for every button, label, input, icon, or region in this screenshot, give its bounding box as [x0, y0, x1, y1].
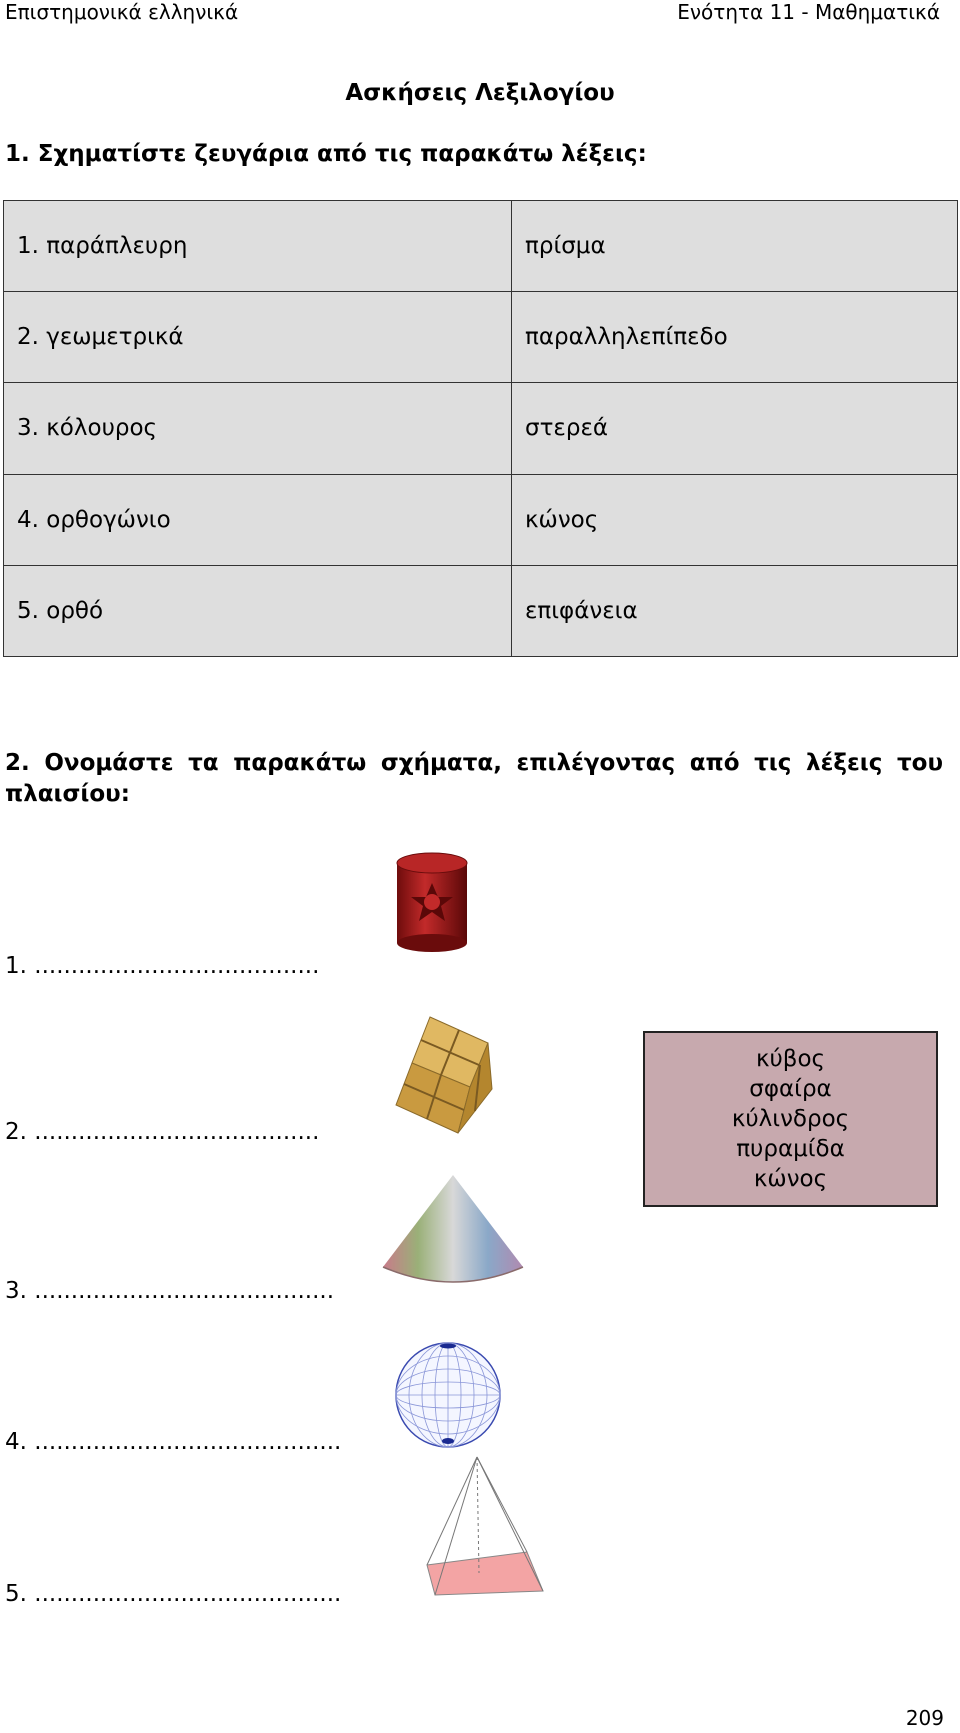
word-box-item: κύβος — [755, 1046, 826, 1072]
word-box — [643, 1031, 938, 1207]
header-right: Ενότητα 11 - Μαθηματικά — [677, 0, 940, 24]
table-cell-right: επιφάνεια — [512, 565, 958, 656]
table-cell-right: παραλληλεπίπεδο — [512, 292, 958, 383]
answer-blank-5[interactable]: 5. .......................................... — [5, 1581, 342, 1607]
table-cell-right: κώνος — [512, 474, 958, 565]
answer-blank-1[interactable]: 1. ....................................... — [5, 953, 320, 979]
table-row — [4, 565, 958, 656]
word-box-item: σφαίρα — [749, 1076, 832, 1102]
cube-image — [370, 1005, 505, 1140]
cylinder-image — [357, 835, 513, 971]
word-box-item: πυραμίδα — [736, 1136, 845, 1162]
table-cell-left: 4. ορθογώνιο — [4, 474, 512, 565]
sphere-image — [393, 1340, 503, 1450]
cone-image — [383, 1175, 528, 1300]
table-cell-left: 3. κόλουρος — [4, 383, 512, 474]
header-left: Επιστημονικά ελληνικά — [5, 0, 239, 24]
answer-blank-4[interactable]: 4. .......................................... — [5, 1429, 342, 1455]
table-cell-left: 1. παράπλευρη — [4, 201, 512, 292]
pyramid-image — [415, 1455, 545, 1595]
table-row — [4, 474, 958, 565]
table-cell-right: πρίσμα — [512, 201, 958, 292]
pairs-table — [3, 200, 958, 657]
table-cell-right: στερεά — [512, 383, 958, 474]
page-title: Ασκήσεις Λεξιλογίου — [345, 80, 615, 106]
table-row — [4, 383, 958, 474]
table-cell-left: 2. γεωμετρικά — [4, 292, 512, 383]
word-box-item: κύλινδρος — [731, 1106, 850, 1132]
table-cell-left: 5. ορθό — [4, 565, 512, 656]
exercise2-instruction: 2. Ονομάστε τα παρακάτω σχήματα, επιλέγοντας από τις λέξεις του πλαισίου: — [5, 750, 943, 807]
answer-blank-2[interactable]: 2. ....................................... — [5, 1119, 320, 1145]
table-row — [4, 292, 958, 383]
answer-blank-3[interactable]: 3. ......................................... — [5, 1278, 335, 1304]
word-box-item: κώνος — [753, 1166, 828, 1192]
table-row — [4, 201, 958, 292]
page-number: 209 — [905, 1706, 944, 1730]
exercise1-instruction: 1. Σχηματίστε ζευγάρια από τις παρακάτω λέξεις: — [5, 141, 647, 167]
